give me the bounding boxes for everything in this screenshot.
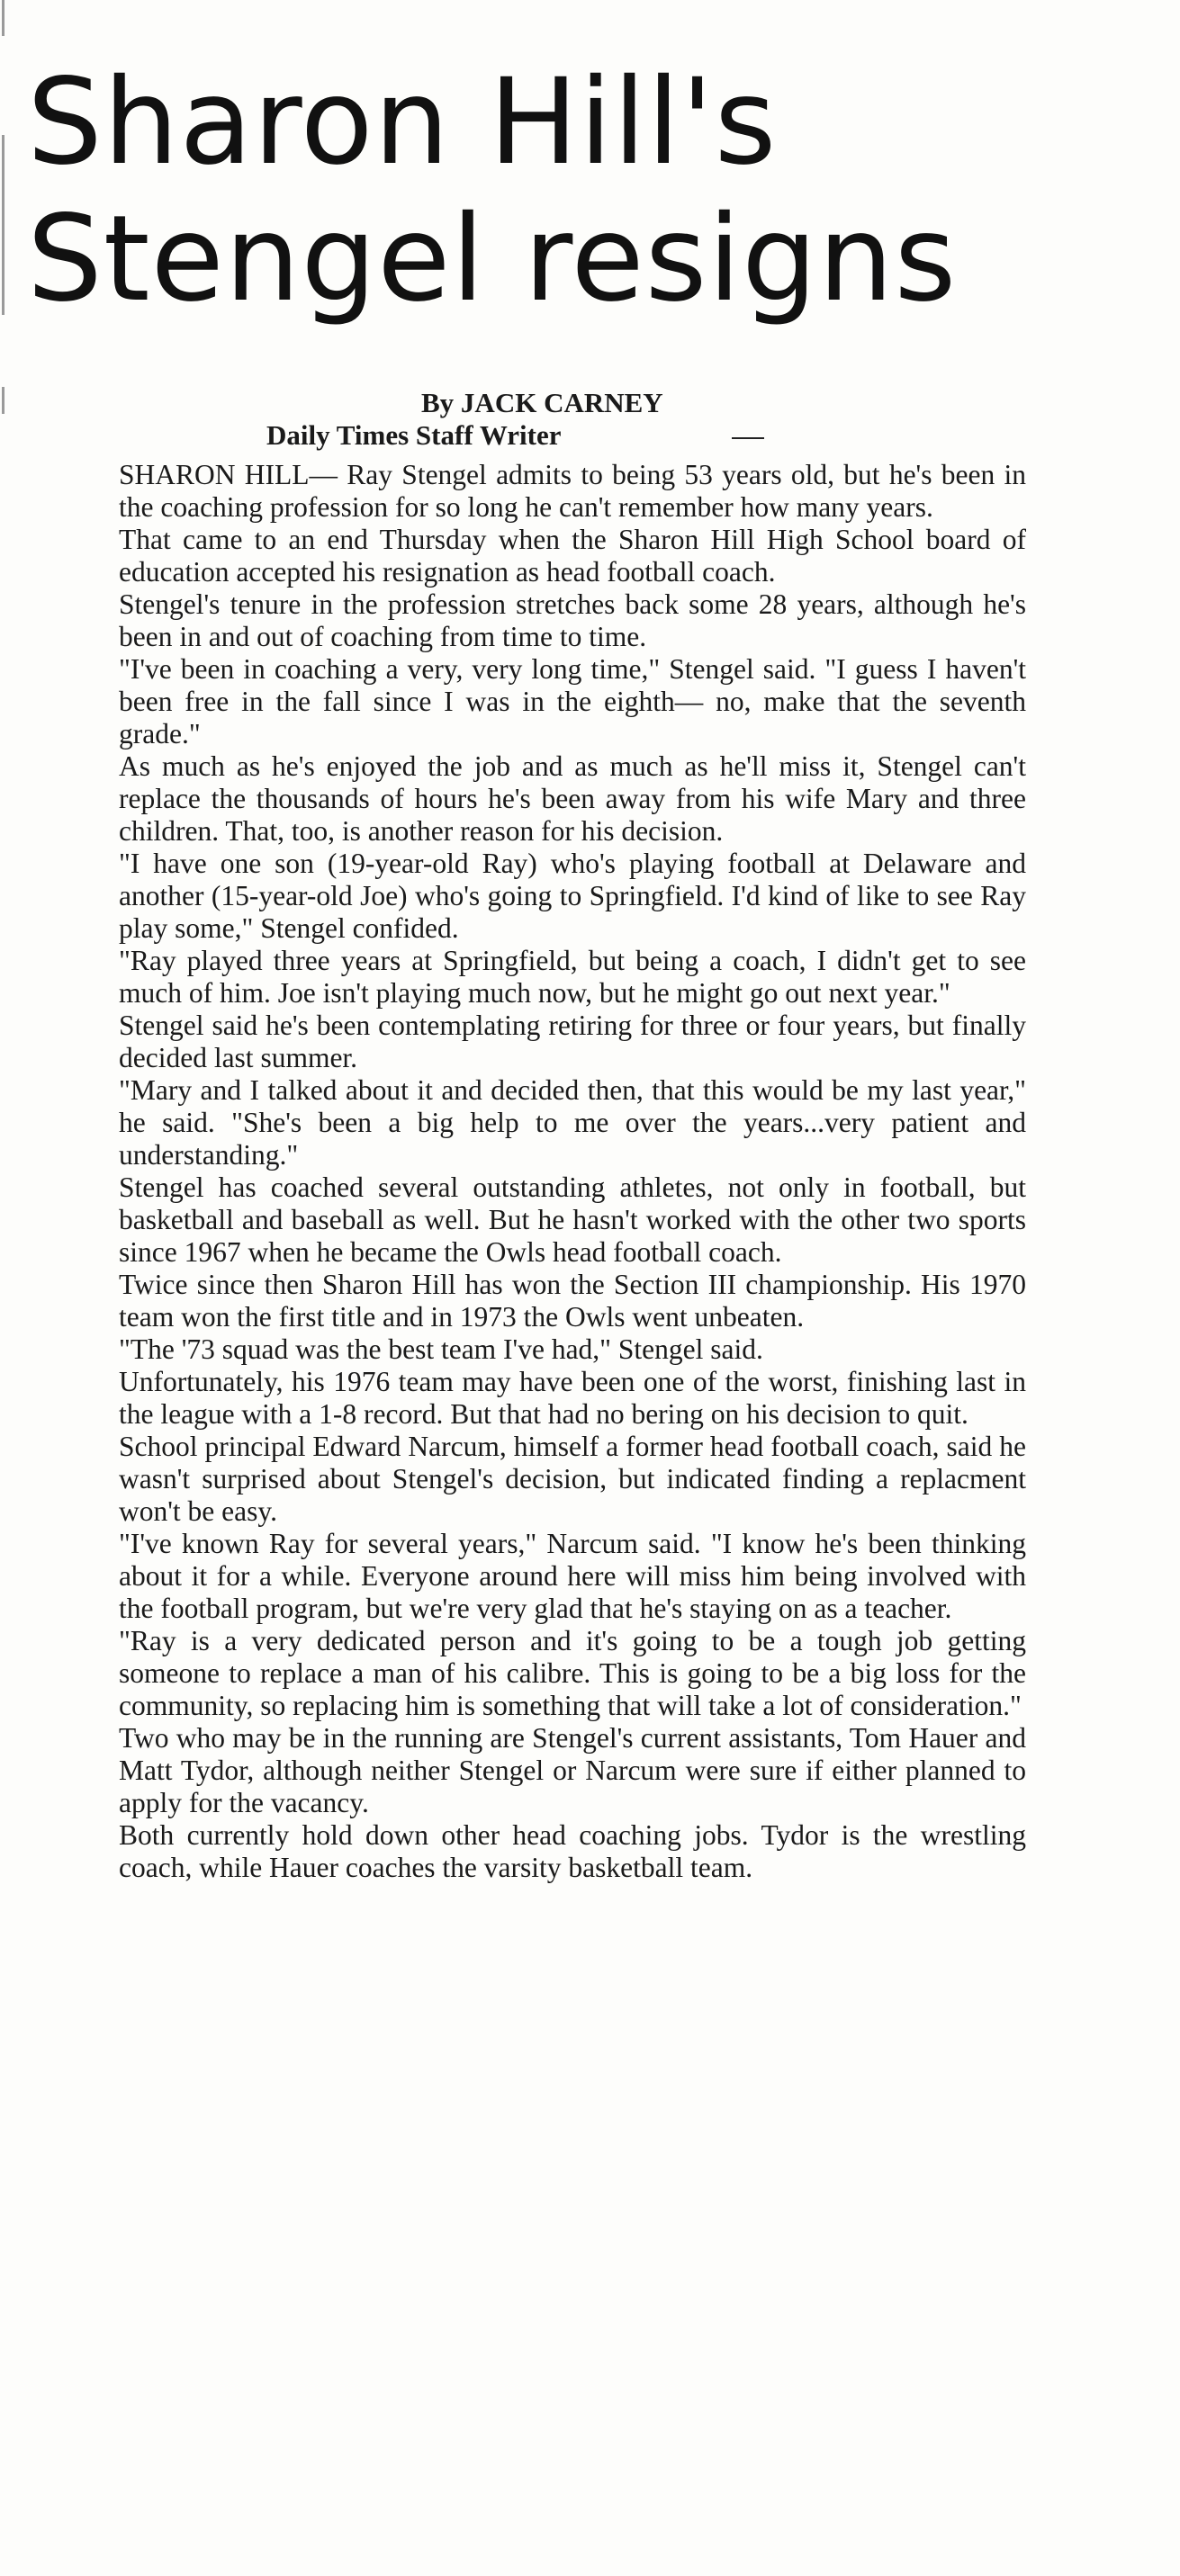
scan-edge-mark [2,135,5,315]
byline-title-text: Daily Times Staff Writer [266,419,562,451]
headline: Sharon Hill's Stengel resigns [27,53,958,328]
article-paragraph: SHARON HILL— Ray Stengel admits to being 53 years old, but he's been in the coaching profession for so long he can't remember how many years. [119,459,1026,523]
article-paragraph: "Ray is a very dedicated person and it's going to be a tough job getting someone to replace a man of his calibre. This is going to be a big loss for the community, so replacing him is something that will take a lot of consideration." [119,1625,1026,1721]
byline-dash [732,437,764,439]
article-paragraph: "Ray played three years at Springfield, but being a coach, I didn't get to see much of him. Joe isn't playing much now, but he might go out next year." [119,945,1026,1009]
article-paragraph: "I have one son (19-year-old Ray) who's playing football at Delaware and another (15-year-old Joe) who's going to Springfield. I'd kind of like to see Ray play some," Stengel confided. [119,848,1026,944]
article-paragraph: As much as he's enjoyed the job and as much as he'll miss it, Stengel can't replace the thousands of hours he's been away from his wife Mary and three children. That, too, is another reason for his decision. [119,750,1026,847]
article-paragraph: Stengel said he's been contemplating retiring for three or four years, but finally decided last summer. [119,1010,1026,1073]
article-body [119,459,1026,1884]
article-paragraph: School principal Edward Narcum, himself a former head football coach, said he wasn't surprised about Stengel's decision, but indicated finding a replacment won't be easy. [119,1431,1026,1527]
article-paragraph: That came to an end Thursday when the Sharon Hill High School board of education accepted his resignation as head football coach. [119,524,1026,588]
byline-block [0,387,1180,452]
byline: By JACK CARNEY [421,387,663,418]
scan-edge-mark [2,0,5,36]
article-paragraph: Stengel has coached several outstanding athletes, not only in football, but basketball and baseball as well. But he hasn't worked with the other two sports since 1967 when he became the Owls head football coach. [119,1171,1026,1268]
article-paragraph: "Mary and I talked about it and decided then, that this would be my last year," he said. "She's been a big help to me over the years...very patient and understanding." [119,1074,1026,1171]
article-paragraph: Unfortunately, his 1976 team may have been one of the worst, finishing last in the league with a 1-8 record. But that had no bering on his decision to quit. [119,1366,1026,1430]
article-paragraph: Two who may be in the running are Stengel's current assistants, Tom Hauer and Matt Tydor, although neither Stengel or Narcum were sure if either planned to apply for the vacancy. [119,1722,1026,1818]
article-paragraph: Twice since then Sharon Hill has won the Section III championship. His 1970 team won the first title and in 1973 the Owls went unbeaten. [119,1269,1026,1333]
article-paragraph: "The '73 squad was the best team I've had," Stengel said. [119,1333,763,1365]
article-paragraph: "I've known Ray for several years," Narcum said. "I know he's been thinking about it for a while. Everyone around here will miss him being involved with the football program, but we're very glad that he's staying on as a teacher. [119,1528,1026,1624]
article-paragraph: Stengel's tenure in the profession stretches back some 28 years, although he's been in and out of coaching from time to time. [119,588,1026,652]
byline-title [0,419,1180,452]
article-paragraph: Both currently hold down other head coaching jobs. Tydor is the wrestling coach, while Hauer coaches the varsity basketball team. [119,1819,1026,1883]
article-paragraph: "I've been in coaching a very, very long time," Stengel said. "I guess I haven't been free in the fall since I was in the eighth— no, make that the seventh grade." [119,653,1026,749]
